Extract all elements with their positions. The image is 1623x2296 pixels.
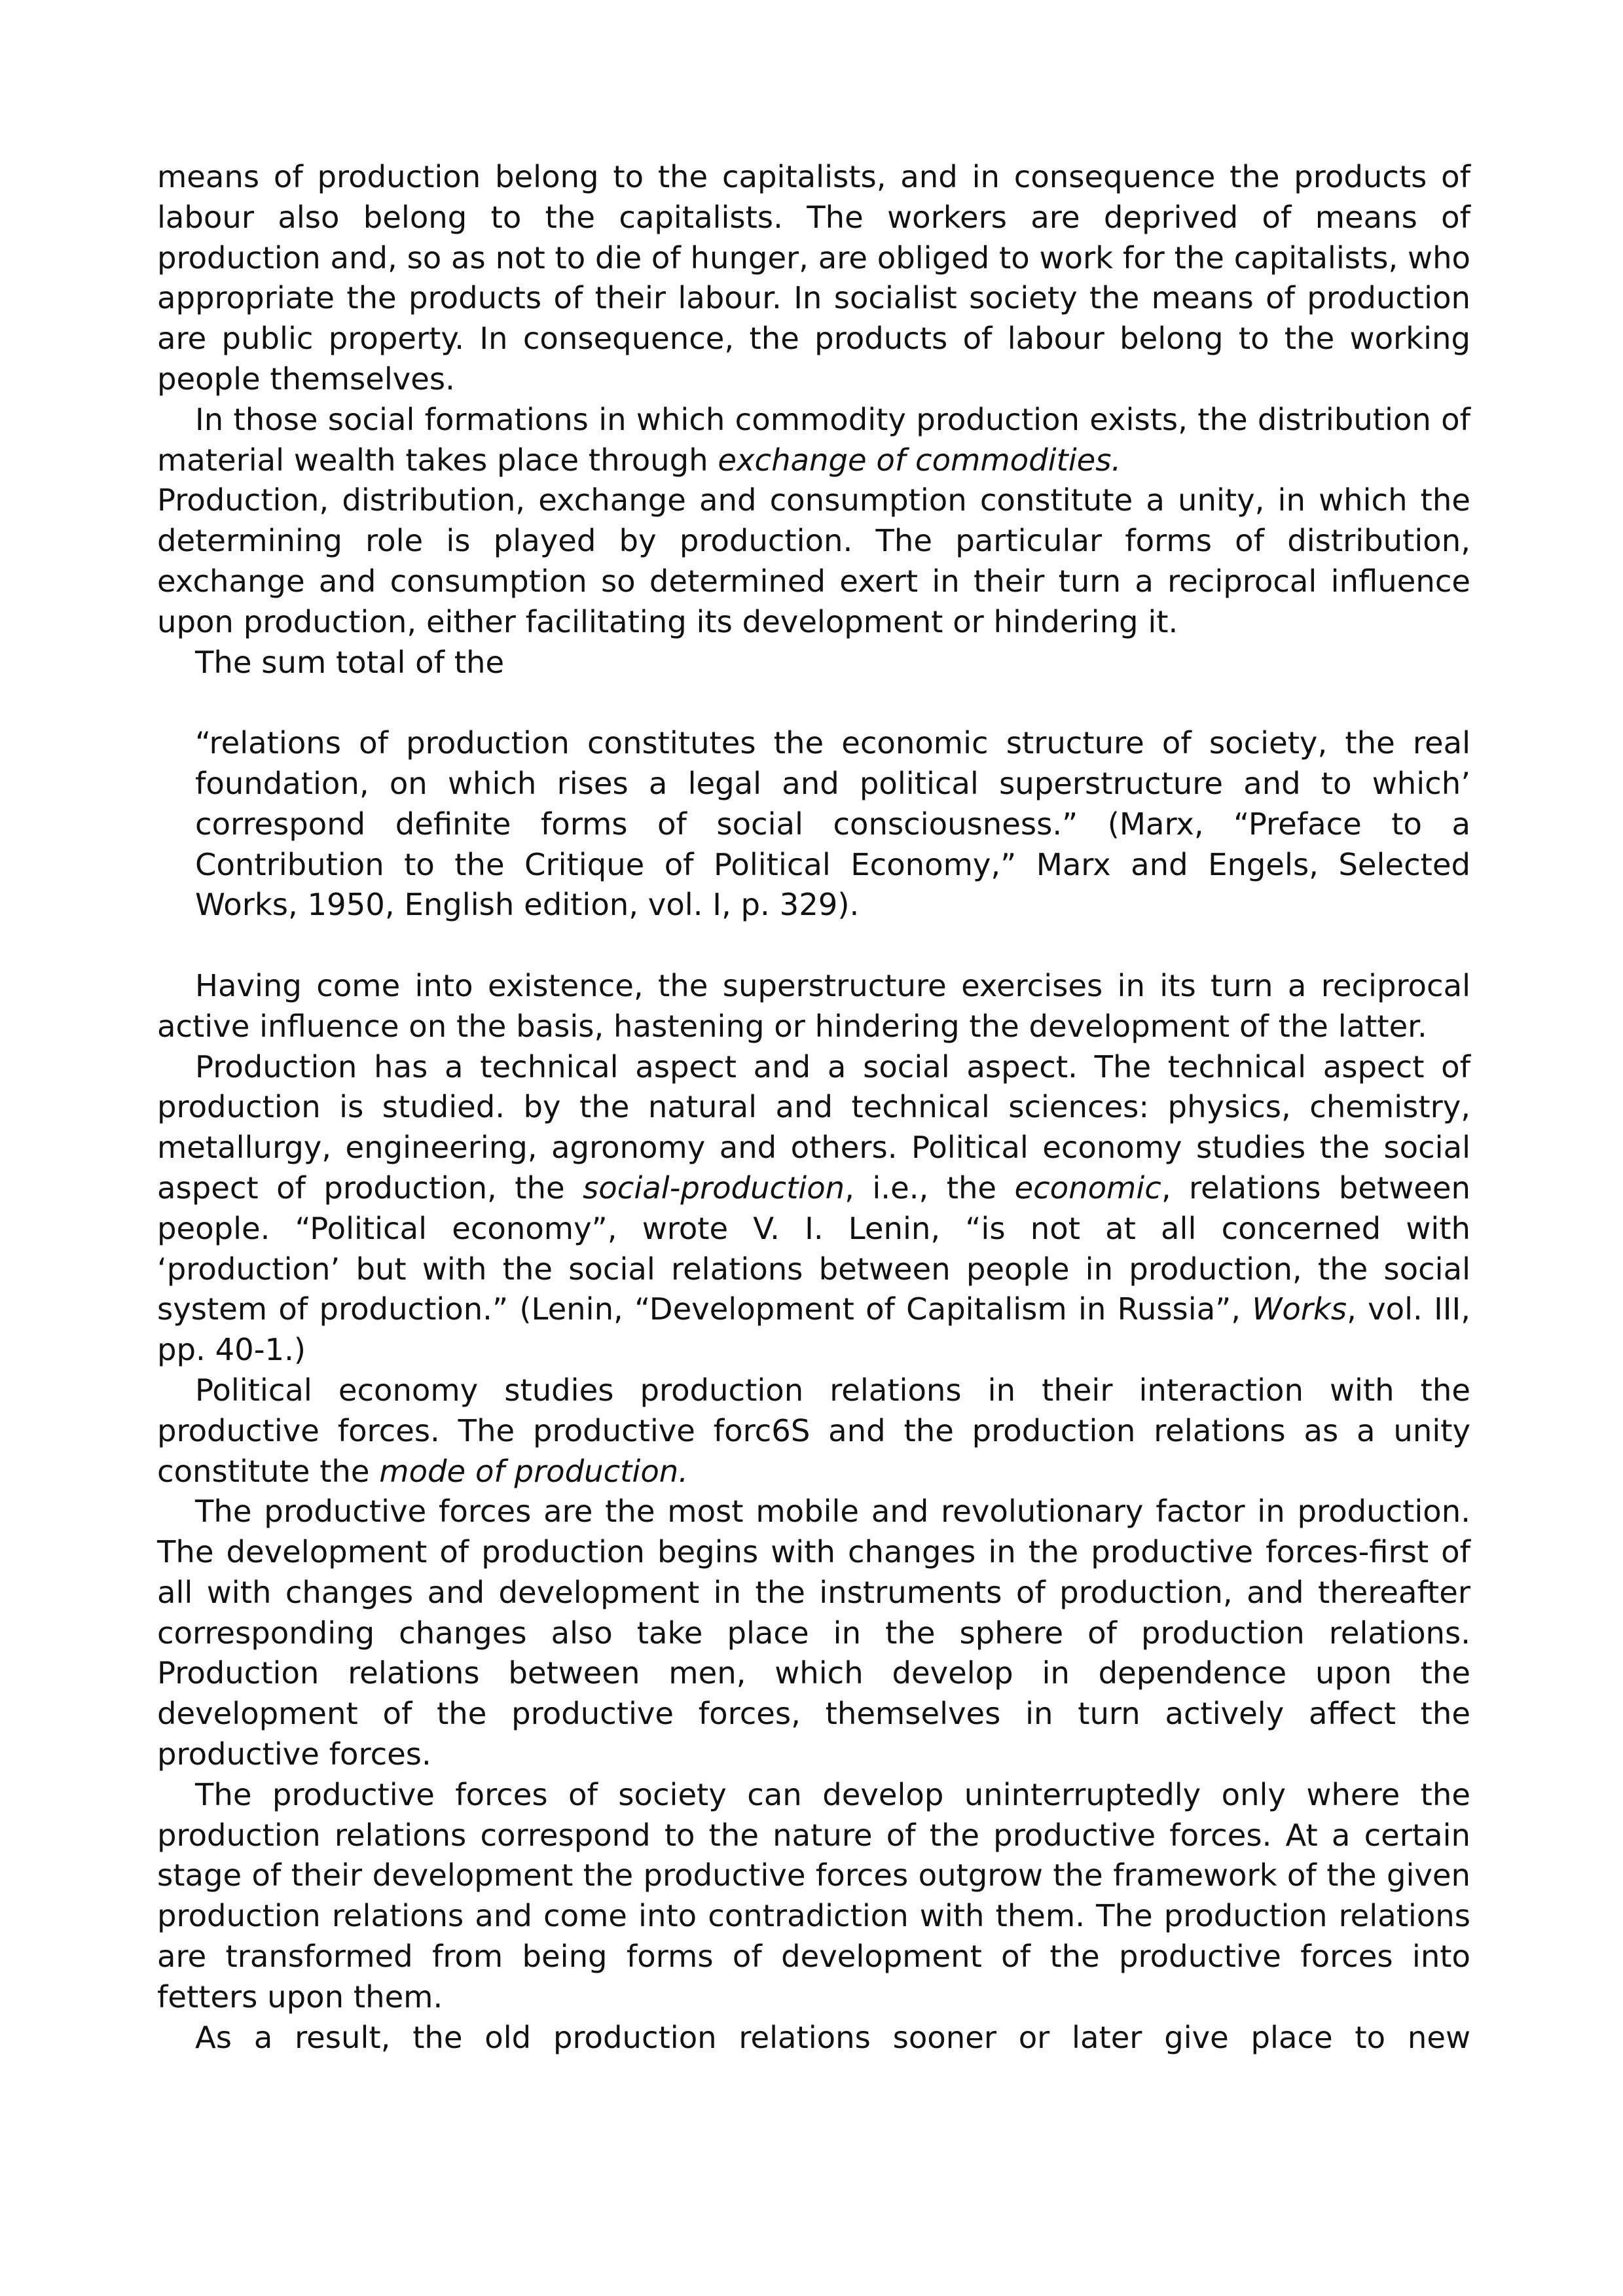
- text-run: Production, distribution, exchange and consumption constitute a unity, in which the determining role is played by production. The particular forms of distribution, exchange and consumption so determined exert in their turn a reciprocal influence upon production, either facilitating its development or hindering it.: [157, 482, 1470, 639]
- text-run: , i.e., the: [845, 1170, 1015, 1206]
- text-body-before-quote: [157, 157, 1470, 683]
- text-run: The productive forces are the most mobile and revolutionary factor in production. The development of production begins with changes in the productive forces-first of all with changes and development in the instruments of production, and thereafter corresponding changes also take place in the sphere of production relations. Production relations between men, which develop in dependence upon the development of the productive forces, themselves in turn actively affect the productive forces.: [157, 1494, 1470, 1772]
- text-run: , vol. III, pp. 40-1.): [157, 1291, 1471, 1368]
- text-run: , relations between people. “Political economy”, wrote V. I. Lenin, “is not at all concerned with ‘production’ but with the social relations between people in production, the social system of production.” (Lenin, “Development of Capitalism in Russia”,: [157, 1170, 1470, 1327]
- paragraph: [157, 480, 1470, 642]
- text-run: The productive forces of society can develop uninterruptedly only where the production relations correspond to the nature of the productive forces. At a certain stage of their development the productive forces outgrow the framework of the given production relations and come into contradiction with them. The production relations are transformed from being forms of development of the productive forces into fetters upon them.: [157, 1776, 1470, 2015]
- text-body-after-quote: [157, 966, 1470, 2058]
- italic-text: economic: [1014, 1170, 1161, 1206]
- block-quote: “relations of production constitutes the economic structure of society, the real foundation, on which rises a legal and political superstructure and to which’ correspond definite forms of social consciousness.” (Marx, “Preface to a Contribution to the Critique of Political Economy,” Marx and Engels, Selected Works, 1950, English edition, vol. I, p. 329).: [195, 725, 1470, 923]
- text-run: Production has a technical aspect and a social aspect. The technical aspect of production is studied. by the natural and technical sciences: physics, chemistry, metallurgy, engineering, agronomy and others. Political economy studies the social aspect of production, the: [157, 1049, 1470, 1206]
- italic-text: Works: [1252, 1291, 1347, 1327]
- text-run: Political economy studies production relations in their interaction with the productive forces. The productive forc6S and the production relations as a unity constitute the: [157, 1372, 1470, 1489]
- paragraph: [157, 157, 1470, 400]
- paragraph: [157, 1371, 1470, 1492]
- text-run: In those social formations in which commodity production exists, the distribution of material wealth takes place through: [157, 401, 1470, 478]
- paragraph: [157, 1047, 1470, 1371]
- text-run: The sum total of the: [195, 644, 505, 680]
- paragraph: [157, 1492, 1470, 1775]
- paragraph: [157, 2018, 1470, 2058]
- italic-text: mode of production.: [379, 1453, 689, 1489]
- paragraph: [157, 1775, 1470, 2018]
- document-page: [157, 157, 1470, 2058]
- paragraph: [157, 400, 1470, 481]
- paragraph: [157, 966, 1470, 1047]
- text-run: As a result, the old production relations sooner or later give place to new: [195, 2019, 1470, 2055]
- text-run: Having come into existence, the superstructure exercises in its turn a reciprocal active influence on the basis, hastening or hindering the development of the latter.: [157, 967, 1470, 1044]
- text-run: means of production belong to the capitalists, and in consequence the products of labour also belong to the capitalists. The workers are deprived of means of production and, so as not to die of hunger, are obliged to work for the capitalists, who appropriate the products of their labour. In socialist society the means of production are public property. In consequence, the products of labour belong to the working people themselves.: [157, 159, 1470, 397]
- italic-text: social-production: [583, 1170, 845, 1206]
- italic-text: exchange of commodities.: [718, 442, 1122, 478]
- paragraph: [157, 643, 1470, 683]
